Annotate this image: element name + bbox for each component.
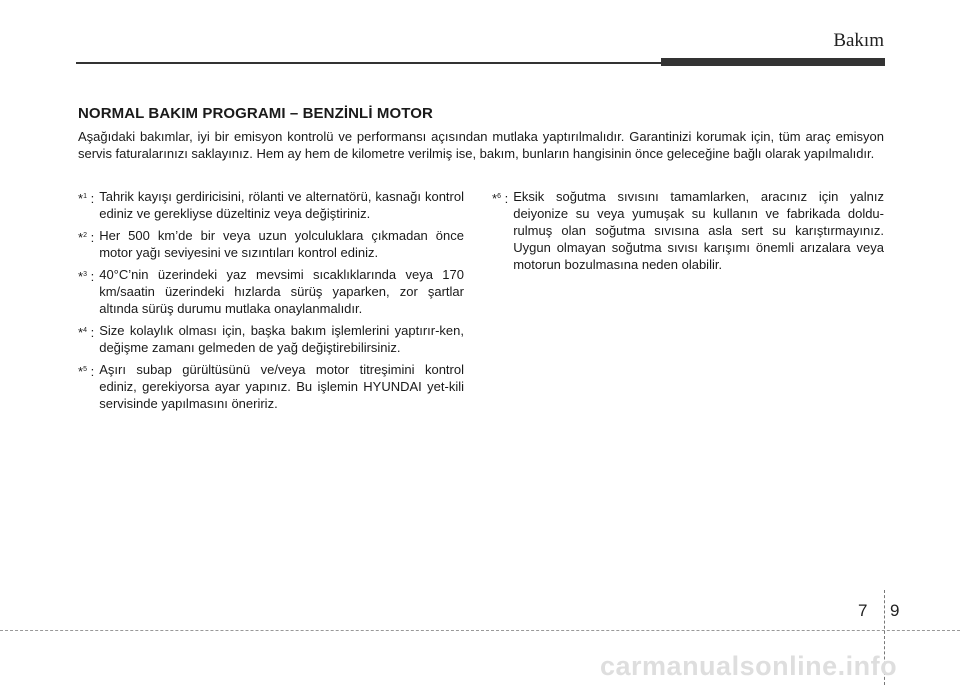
notes-column-right — [492, 188, 884, 278]
footnote-5 — [78, 361, 464, 412]
page-number: 9 — [890, 601, 900, 620]
footnote-text: Eksik soğutma sıvısını tamamlarken, aracınız için yalnız deiyonize su veya yumuşak su kullanın ve fabrikada doldu-rulmuş olan soğutma sıvısına asla sert su karıştırmayınız. Uygun olmayan soğutma sıvısı karışımı önemli arızalara veya motorun bozulmasına neden olabilir. — [513, 189, 884, 272]
footnote-marker: *$^4$ : — [78, 325, 95, 340]
header-rule — [76, 62, 664, 64]
footer-dashed-rule — [0, 630, 960, 631]
footnote-marker: *$^1$ : — [78, 191, 95, 206]
footnote-text: 40°C’nin üzerindeki yaz mevsimi sıcaklıklarında veya 170 km/saatin üzerindeki hızlarda sürüş yaparken, zor şartlar altında sürüş durumu mutlaka onaylanmalıdır. — [99, 267, 464, 316]
footnote-1 — [78, 188, 464, 222]
footnote-text: Tahrik kayışı gerdiricisini, rölanti ve alternatörü, kasnağı kontrol ediniz ve gerekliyse düzeltiniz veya değiştiriniz. — [99, 189, 464, 221]
header-rule-accent — [661, 58, 885, 66]
footnote-marker: *$^5$ : — [78, 364, 95, 379]
footnote-marker: *$^6$ : — [492, 191, 509, 206]
page-header-title: Bakım — [833, 30, 884, 51]
footnote-3 — [78, 266, 464, 317]
footnote-marker: *$^2$ : — [78, 230, 95, 245]
watermark: carmanualsonline.info — [600, 651, 898, 681]
footnote-6 — [492, 188, 884, 273]
footnote-text: Aşırı subap gürültüsünü ve/veya motor titreşimini kontrol ediniz, gerekiyorsa ayar yapınız. Bu işlemin HYUNDAI yet-kili servisinde yapılmasını öneririz. — [99, 362, 464, 411]
chapter-number: 7 — [858, 601, 868, 620]
footnote-text: Size kolaylık olması için, başka bakım işlemlerini yaptırır-ken, değişme zamanı gelmeden de yağ değiştirebilirsiniz. — [99, 323, 464, 355]
footnote-4 — [78, 322, 464, 356]
section-title: NORMAL BAKIM PROGRAMI – BENZİNLİ MOTOR — [78, 105, 433, 122]
footnote-2 — [78, 227, 464, 261]
intro-paragraph: Aşağıdaki bakımlar, iyi bir emisyon kontrolü ve performansı açısından mutlaka yaptırılmalıdır. Garantinizi korumak için, tüm araç emisyon servis faturalarınızı saklayınız. Hem ay hem de kilometre verilmiş ise, bakım, bunların hangisinin önce geleceğine bağlı olarak yapılmalıdır. — [78, 129, 884, 161]
footnote-text: Her 500 km’de bir veya uzun yolculuklara çıkmadan önce motor yağı seviyesini ve sızıntıları kontrol ediniz. — [99, 228, 464, 260]
footnote-marker: *$^3$ : — [78, 269, 95, 284]
notes-column-left — [78, 188, 464, 417]
